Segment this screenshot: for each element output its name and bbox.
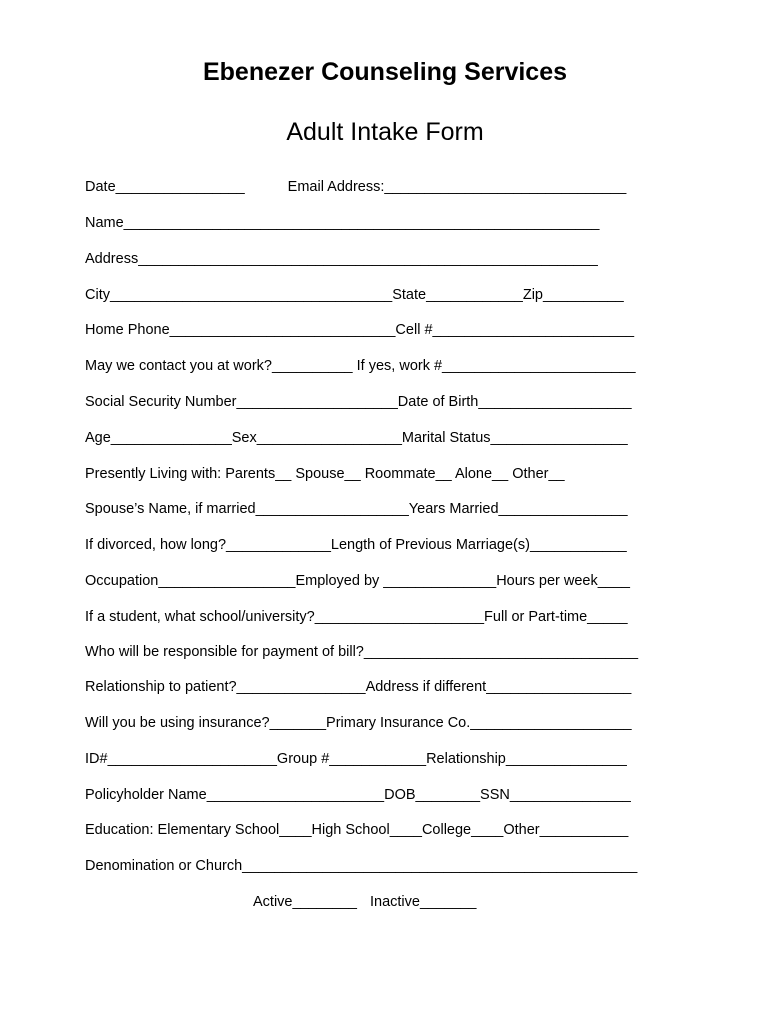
living-with-field[interactable]: Presently Living with: Parents__ Spouse__ Roommate__ Alone__ Other__: [85, 466, 565, 482]
phone-fields[interactable]: Home Phone____________________________Cell #_________________________: [85, 322, 635, 338]
city-state-zip-field[interactable]: City___________________________________State____________Zip__________: [85, 287, 624, 303]
relationship-field[interactable]: Relationship to patient?________________Address if different__________________: [85, 679, 632, 695]
student-field[interactable]: If a student, what school/university?_____________________Full or Part-time_____: [85, 609, 628, 625]
denomination-field[interactable]: Denomination or Church_________________________________________________: [85, 858, 638, 874]
ssn-dob-field[interactable]: Social Security Number____________________Date of Birth___________________: [85, 394, 632, 410]
address-field[interactable]: Address_________________________________________________________: [85, 251, 598, 267]
inactive-field[interactable]: Inactive_______: [370, 894, 477, 910]
email-field[interactable]: Email Address:______________________________: [287, 179, 627, 195]
insurance-field[interactable]: Will you be using insurance?_______Primary Insurance Co.____________________: [85, 715, 632, 731]
divorced-field[interactable]: If divorced, how long?_____________Length of Previous Marriage(s)____________: [85, 537, 627, 553]
id-group-field[interactable]: ID#_____________________Group #____________Relationship_______________: [85, 751, 627, 767]
education-field[interactable]: Education: Elementary School____High School____College____Other___________: [85, 822, 629, 838]
date-field[interactable]: Date________________: [85, 179, 245, 195]
policyholder-field[interactable]: Policyholder Name______________________DOB________SSN_______________: [85, 787, 631, 803]
occupation-field[interactable]: Occupation_________________Employed by ______________Hours per week____: [85, 573, 630, 589]
name-field[interactable]: Name___________________________________________________________: [85, 215, 600, 231]
organization-name: Ebenezer Counseling Services: [202, 58, 568, 86]
active-field[interactable]: Active________: [253, 894, 357, 910]
form-title: Adult Intake Form: [286, 118, 484, 146]
spouse-field[interactable]: Spouse’s Name, if married___________________Years Married________________: [85, 501, 628, 517]
age-sex-marital-field[interactable]: Age_______________Sex__________________Marital Status_________________: [85, 430, 628, 446]
work-contact-field[interactable]: May we contact you at work?__________ If yes, work #________________________: [85, 358, 636, 374]
payment-field[interactable]: Who will be responsible for payment of bill?__________________________________: [85, 644, 639, 660]
date-email-line: [85, 177, 626, 197]
status-line: [253, 892, 476, 912]
